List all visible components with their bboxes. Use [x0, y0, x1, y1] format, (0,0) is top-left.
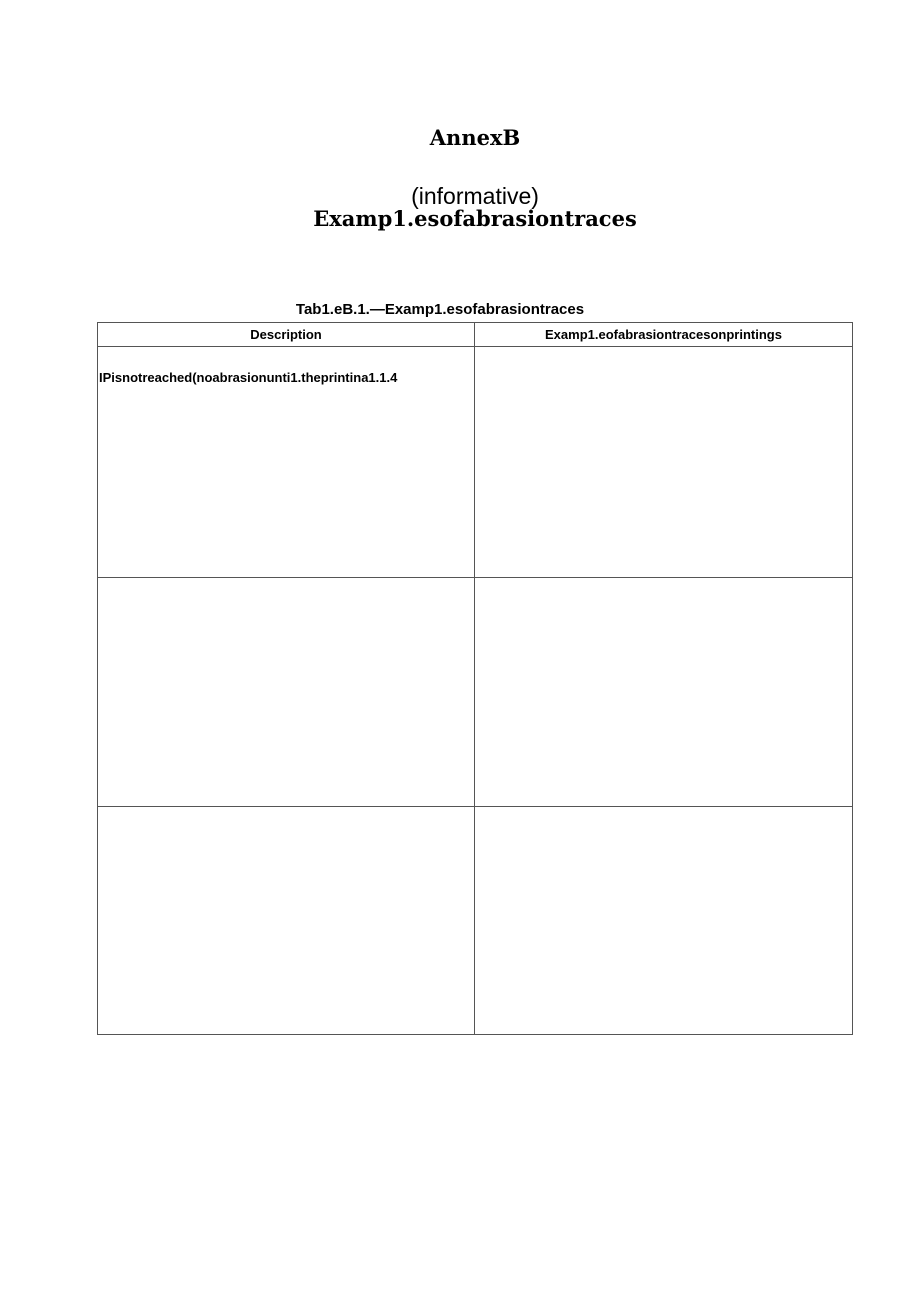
annex-subtitle: Examp1.esofabrasiontraces [313, 206, 637, 231]
description-text: IPisnotreached(noabrasionunti1.theprintina1.1.4 [99, 370, 398, 385]
example-text [475, 347, 852, 369]
table-caption: Tab1.eB.1.—Examp1.esofabrasiontraces [295, 301, 585, 318]
description-text [98, 578, 474, 600]
table-row [98, 578, 853, 807]
description-cell [98, 807, 475, 1035]
description-text [98, 807, 474, 829]
annex-title: AnnexB [429, 125, 521, 150]
table-row [98, 807, 853, 1035]
annex-type: (informative) [411, 183, 539, 209]
example-cell [475, 578, 853, 807]
abrasion-traces-table [97, 322, 853, 1035]
column-header-description: Description [98, 323, 475, 347]
column-header-examples: Examp1.eofabrasiontracesonprintings [475, 323, 853, 347]
description-cell [98, 347, 475, 578]
description-cell [98, 578, 475, 807]
example-cell [475, 347, 853, 578]
table-row [98, 347, 853, 578]
example-text [475, 578, 852, 600]
example-cell [475, 807, 853, 1035]
example-text [475, 807, 852, 829]
table-header-row [98, 323, 853, 347]
